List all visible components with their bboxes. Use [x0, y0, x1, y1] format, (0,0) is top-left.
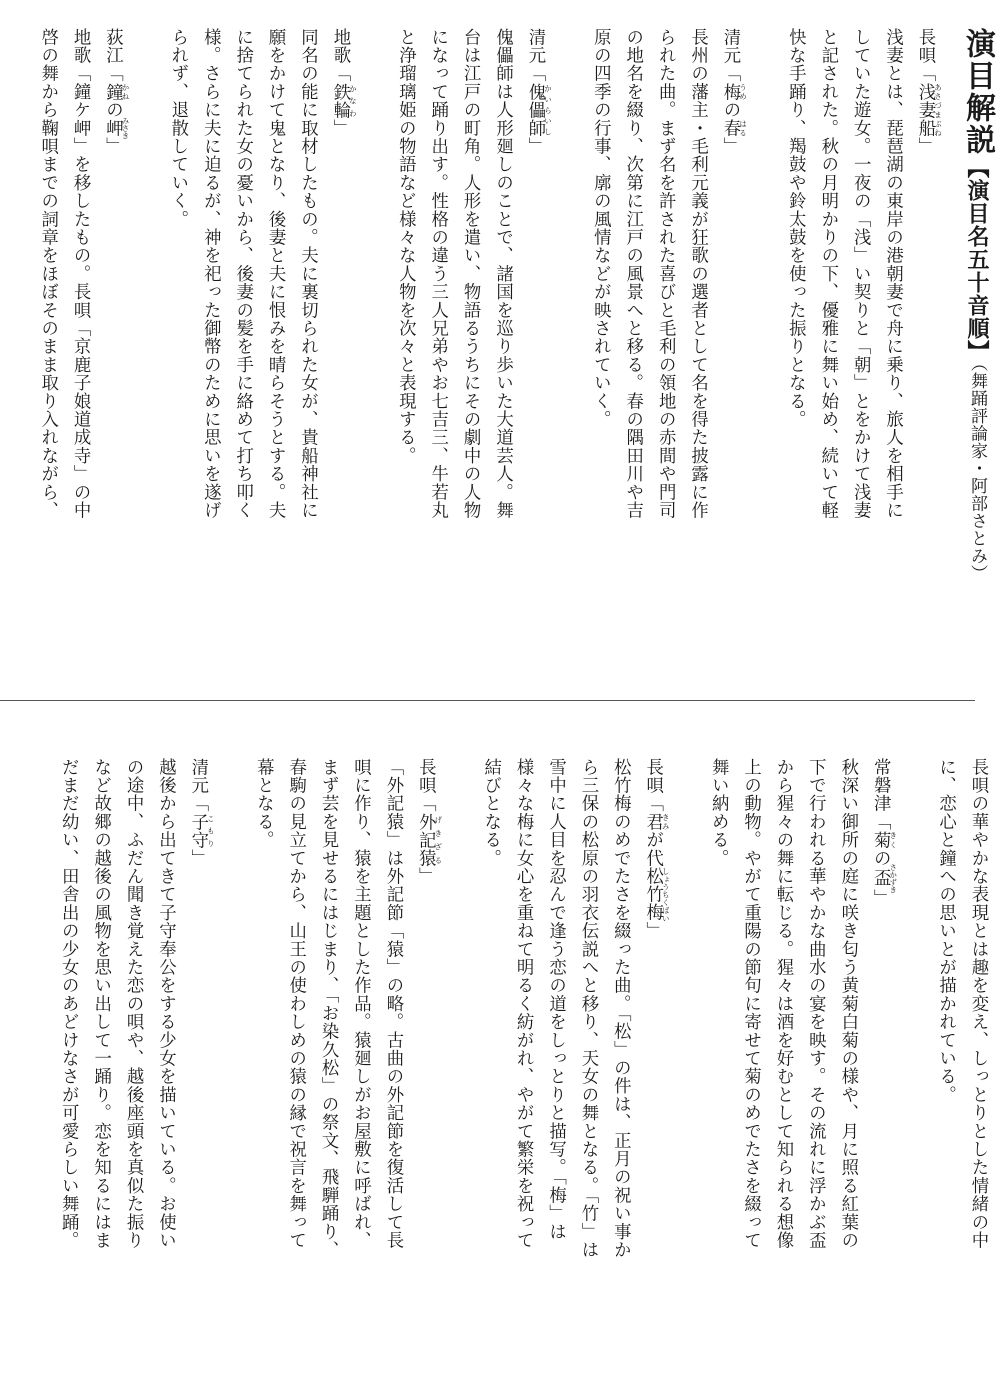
bracket-close: 」 [642, 921, 663, 941]
entry-heading [96, 28, 129, 155]
text-line: に、恋心と鐘への思いとが描かれている。 [935, 758, 956, 1104]
entry-ruby: きみ [661, 812, 671, 831]
text-line: 舞い納める。 [708, 758, 729, 868]
entry-ruby: みさき [120, 116, 130, 140]
entry-title-part [719, 119, 748, 138]
text-line: 「外記猿」は外記節「猿」の略。古曲の外記節を復活して長 [382, 758, 403, 1250]
bottom-half [0, 712, 1002, 1400]
entry-title-text: 傀儡師 [524, 82, 545, 138]
entry-ruby: あさづまぶね [933, 82, 943, 138]
text-line: の地名を綴り、次第に江戸の風景へと移る。春の隅田川や吉 [622, 28, 643, 520]
entry-title [524, 82, 553, 138]
text-line: 幕となる。 [253, 758, 274, 849]
text-line: していた遊女。一夜の「浅」い契りと「朝」とをかけて浅妻 [850, 28, 871, 520]
entry-genre: 荻江 [102, 28, 123, 65]
text-line: 春駒の見立てから、山王の使わしめの猿の縁で祝言を舞って [285, 758, 306, 1250]
page-title [960, 28, 994, 582]
text-line: と記された。秋の月明かりの下、優雅に舞い始め、続いて軽 [817, 28, 838, 520]
bracket-open: 「 [329, 64, 350, 83]
bracket-open: 「 [915, 64, 935, 83]
entry-ruby: きく [888, 830, 898, 850]
bracket-close: 」 [187, 849, 208, 868]
top-half [0, 0, 1002, 690]
text-line: 秋深い御所の庭に咲き匂う黄菊白菊の様や、月に照る紅葉の [837, 758, 858, 1250]
entry-heading [909, 28, 942, 155]
text-line: 越後から出てきて子守奉公をする少女を描いている。お使い [155, 758, 176, 1250]
section-divider [0, 700, 975, 701]
bracket-open: 「 [870, 812, 891, 831]
entry-title-text: 菊 [870, 830, 891, 850]
text-line: 原の四季の行事、廓の風情などが映されていく。 [590, 28, 611, 429]
entry-title [915, 82, 943, 138]
entry-title-text: が代 [642, 830, 663, 868]
entry-heading [181, 758, 214, 867]
text-line: られた曲。まず名を許された喜びと毛利の領地の赤間や門司 [655, 28, 676, 520]
title-author: （舞踊評論家・阿部さとみ） [967, 363, 987, 582]
entry-ruby: うめ [738, 82, 748, 101]
text-line: 長州の藩主・毛利元義が狂歌の選者として名を得た披露に作 [687, 28, 708, 520]
text-line: 長唄の華やかな表現とは趣を変え、しっとりとした情緒の中 [968, 758, 988, 1250]
bracket-open: 「 [415, 794, 436, 813]
text-line: まず芸を見せるにはじまり、「お染久松」の祭文、飛騨踊り、 [318, 758, 339, 1259]
entry-title-part [870, 830, 898, 850]
text-line: 唄に作り、猿を主題とした作品。猿廻しがお屋敷に呼ばれ、 [350, 758, 371, 1250]
entry-title-part [642, 867, 671, 922]
entry-ruby: かいらいし [543, 82, 553, 138]
entry-title-text: 君 [642, 812, 663, 831]
text-line: の途中、ふだん聞き覚えた恋の唄や、越後座頭を真似た振り [123, 758, 144, 1250]
entry-title-text: 松竹梅 [642, 867, 663, 922]
entry-ruby: はる [738, 119, 748, 138]
entry-genre: 常磐津 [870, 758, 891, 813]
text-line: 様。さらに夫に迫るが、神を祀った御幣のために思いを遂げ [200, 28, 221, 520]
entry-title-text: 岬 [102, 116, 123, 140]
text-line: から猩々の舞に転じる。猩々は酒を好むとして知られる想像 [772, 758, 793, 1250]
entry-ruby: さかずき [888, 863, 898, 894]
bracket-close: 」 [719, 137, 740, 156]
bracket-open: 「 [524, 64, 545, 83]
text-line: 台は江戸の町角。人形を遣い、物語るうちにその劇中の人物 [460, 28, 481, 520]
entry-title [329, 82, 358, 120]
text-line: と浄瑠璃姫の物語など様々な人物を次々と表現する。 [395, 28, 416, 465]
bracket-close: 」 [329, 119, 350, 138]
text-line: 下で行われる華やかな曲水の宴を映す。その流れに浮かぶ盃 [805, 758, 826, 1250]
entry-heading [864, 758, 897, 907]
bracket-close: 」 [102, 137, 123, 156]
title-main: 演目解説 [960, 28, 995, 156]
text-line: 同名の能に取材したもの。夫に裏切られた女が、貴船神社に [297, 28, 318, 520]
text-line: に捨てられた女の憂いから、後妻の髪を手に絡めて打ち叩く [232, 28, 253, 520]
entry-genre: 地歌 [329, 28, 350, 65]
text-line: 願をかけて鬼となり、後妻と夫に恨みを晴らそうとする。夫 [265, 28, 286, 520]
entry-title-text: の [102, 100, 123, 120]
entry-genre: 長唄 [642, 758, 663, 795]
text-line: られず、退散していく。 [167, 28, 188, 229]
entry-ruby: かね [120, 82, 130, 101]
entry-title-text: 盃 [870, 863, 891, 894]
bracket-close: 」 [915, 137, 935, 156]
entry-title-text: 子守 [187, 812, 208, 850]
entry-title-text: 鐘 [102, 82, 123, 101]
text-line: 上の動物。やがて重陽の節句に寄せて菊のめでたさを綴って [740, 758, 761, 1250]
bracket-open: 「 [642, 794, 663, 813]
text-line: 啓の舞から鞠唄までの詞章をほぼそのまま取り入れながら、 [37, 28, 58, 520]
text-line: など故郷の越後の風物を思い出して一踊り。恋を知るにはま [90, 758, 111, 1250]
entry-title-text: 梅 [719, 82, 740, 101]
entry-genre: 清元 [719, 28, 740, 65]
entry-title [415, 812, 443, 868]
entry-title-text: 鉄輪 [329, 82, 350, 120]
entry-heading [714, 28, 747, 155]
entry-ruby: げきざる [433, 812, 443, 868]
entry-title-part [870, 863, 898, 894]
entry-title-text: 浅妻船 [915, 82, 935, 138]
entry-title-text: 外記猿 [415, 812, 436, 868]
text-line: 結びとなる。 [480, 758, 501, 868]
entry-title [187, 812, 216, 850]
entry-genre: 長唄 [415, 758, 436, 795]
entry-genre: 清元 [524, 28, 545, 65]
text-line: 浅妻とは、琵琶湖の東岸の港朝妻で舟に乗り、旅人を相手に [882, 28, 903, 520]
text-line: だまだ幼い、田舎出の少女のあどけなさが可愛らしい舞踊。 [58, 758, 79, 1250]
entry-title-part [102, 82, 130, 101]
entry-heading [409, 758, 442, 885]
entry-title-part [642, 812, 671, 831]
bracket-open: 「 [187, 794, 208, 813]
entry-heading [636, 758, 669, 940]
title-sub: 【演目名五十音順】 [964, 156, 990, 363]
text-line: ら三保の松原の羽衣伝説へと移り、天女の舞となる。「竹」は [577, 758, 598, 1259]
text-line: 快な手踊り、羯鼓や鈴太鼓を使った振りとなる。 [785, 28, 806, 429]
entry-title-text: 春 [719, 119, 740, 138]
entry-genre: 長唄 [915, 28, 935, 65]
text-line: 地歌「鐘ケ岬」を移したもの。長唄「京鹿子娘道成寺」の中 [70, 28, 91, 520]
entry-title-part [719, 82, 748, 101]
entry-ruby: こもり [206, 812, 216, 850]
bracket-open: 「 [719, 64, 740, 83]
entry-ruby: かなわ [348, 82, 358, 120]
bracket-close: 」 [870, 889, 891, 908]
text-line: になって踊り出す。性格の違う三人兄弟やお七吉三、牛若丸 [427, 28, 448, 520]
text-line: 雪中に人目を忍んで逢う恋の道をしっとりと描写。「梅」は [545, 758, 566, 1241]
entry-title-text: の [870, 849, 891, 868]
bracket-close: 」 [524, 137, 545, 156]
bracket-close: 」 [415, 867, 436, 886]
bracket-open: 「 [102, 64, 123, 83]
entry-title-part [102, 116, 130, 140]
text-line: 松竹梅のめでたさを綴った曲。「松」の件は、正月の祝い事か [610, 758, 631, 1259]
text-line: 様々な梅に女心を重ねて明るく紡がれ、やがて繁栄を祝って [513, 758, 534, 1250]
entry-heading [519, 28, 552, 155]
entry-ruby: しょうちくばい [661, 867, 671, 922]
text-line: 傀儡師は人形廻しのことで、諸国を巡り歩いた大道芸人。舞 [492, 28, 513, 520]
entry-title-text: の [719, 100, 740, 120]
entry-genre: 清元 [187, 758, 208, 795]
entry-heading [324, 28, 357, 137]
